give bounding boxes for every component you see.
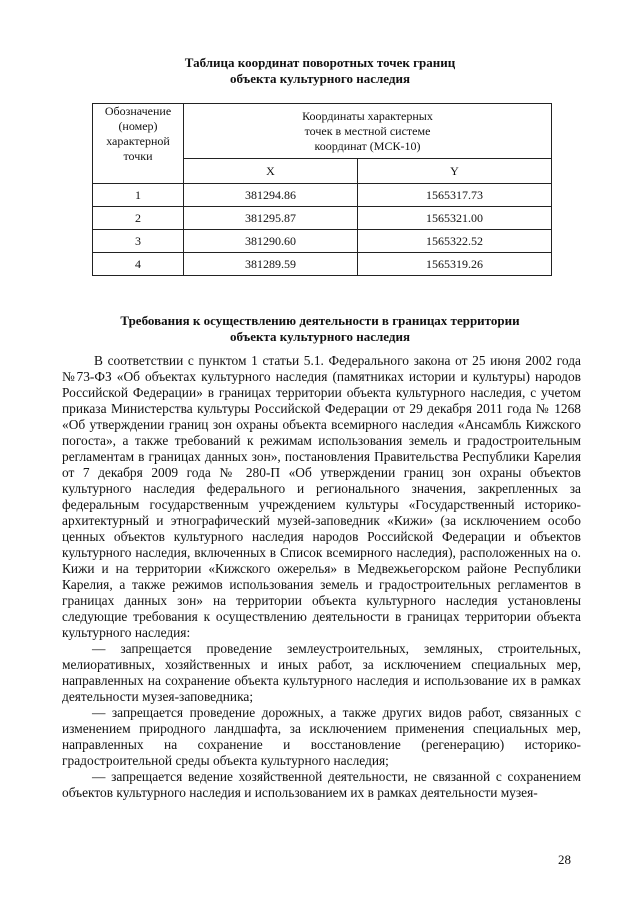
table-title [0, 55, 640, 87]
header-coordinates [184, 104, 552, 159]
header-x: X [184, 159, 358, 184]
cell-point-number: 2 [93, 207, 184, 230]
cell-point-number: 3 [93, 230, 184, 253]
cell-y: 1565317.73 [357, 184, 551, 207]
requirements-title-line-2: объекта культурного наследия [230, 329, 410, 344]
cell-x: 381294.86 [184, 184, 358, 207]
requirements-title-line-1: Требования к осуществлению деятельности в границах территории [120, 313, 520, 328]
header-point-line: (номер) [118, 119, 158, 133]
header-point-line: характерной [106, 134, 170, 148]
bullet-item: — запрещается ведение хозяйственной деятельности, не связанной с сохранением объектов культурного наследия и использованием их в рамках деятельности музея- [62, 769, 581, 800]
cell-y: 1565322.52 [357, 230, 551, 253]
bullet-item: — запрещается проведение землеустроительных, земляных, строительных, мелиоративных, хозяйственных и иных работ, за исключением специальных мер, направленных на сохранение объекта культурного наследия и использование их в рамках деятельности музея-заповедника; [62, 641, 581, 704]
coordinates-table [92, 103, 552, 276]
body-text [62, 353, 581, 801]
cell-point-number: 1 [93, 184, 184, 207]
header-coords-line: Координаты характерных [302, 108, 433, 123]
table-row [93, 253, 552, 276]
requirements-title [0, 313, 640, 345]
table-title-line-2: объекта культурного наследия [230, 71, 410, 86]
cell-x: 381295.87 [184, 207, 358, 230]
table-row [93, 207, 552, 230]
table-row [93, 184, 552, 207]
cell-x: 381290.60 [184, 230, 358, 253]
page-number: 28 [558, 852, 571, 867]
header-y: Y [357, 159, 551, 184]
table-row [93, 230, 552, 253]
cell-y: 1565319.26 [357, 253, 551, 276]
cell-x: 381289.59 [184, 253, 358, 276]
header-point-designation [93, 104, 184, 184]
header-coords-line: координат (МСК-10) [314, 138, 421, 153]
cell-point-number: 4 [93, 253, 184, 276]
header-point-line: Обозначение [104, 104, 172, 118]
bullet-item: — запрещается проведение дорожных, а также других видов работ, связанных с изменением природного ландшафта, за исключением применения специальных мер, направленных на сохранение и восстановление (регенерацию) историко-градостроительной среды объекта культурного наследия; [62, 705, 581, 768]
main-paragraph: В соответствии с пунктом 1 статьи 5.1. Федерального закона от 25 июня 2002 года №73-ФЗ «Об объектах культурного наследия (памятниках истории и культуры) народов Российской Федерации» в границах территории объекта культурного наследия, с учетом приказа Министерства культуры Российской Федерации от 29 декабря 2011 года № 1268 «Об утверждении границ зон охраны объекта всемирного наследия «Ансамбль Кижского погоста», а также требований к режимам использования земель и градостроительным регламентам в границах данных зон», постановления Правительства Республики Карелия от 7 декабря 2009 года № 280-П «Об утверждении границ зон охраны объектов культурного наследия федерального и регионального значения, закрепленных за федеральным государственным учреждением культуры «Государственный историко-архитектурный и этнографический музей-заповедник «Кижи» (за исключением особо ценных объектов культурного наследия народов Российской Федерации и объектов культурного наследия, включенных в Список всемирного наследия), расположенных на о. Кижи и на территории «Кижского ожерелья» в Медвежьегорском районе Республики Карелия, а также режимов использования земель и градостроительных регламентов в границах данных зон» на территории объекта культурного наследия установлены следующие требования к осуществлению деятельности в границах территории объекта культурного наследия: [62, 353, 581, 640]
header-point-line: точки [123, 149, 153, 163]
cell-y: 1565321.00 [357, 207, 551, 230]
table-title-line-1: Таблица координат поворотных точек границ [184, 55, 456, 70]
header-coords-line: точек в местной системе [304, 123, 431, 138]
